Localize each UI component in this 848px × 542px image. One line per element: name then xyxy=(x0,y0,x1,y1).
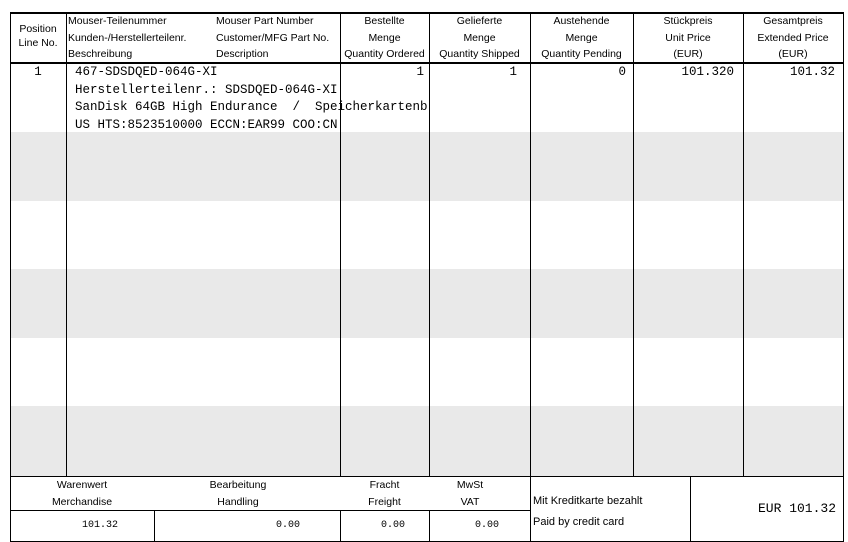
unit-price: 101.320 xyxy=(681,65,734,79)
qty-pending: 0 xyxy=(618,65,626,79)
merchandise-value: 101.32 xyxy=(82,520,119,531)
qty-ordered: 1 xyxy=(416,65,424,79)
row-band-shaded xyxy=(10,269,844,338)
customs-info: US HTS:8523510000 ECCN:EAR99 COO:CN xyxy=(75,117,338,132)
payment-method-en: Paid by credit card xyxy=(533,516,625,528)
col-divider-shipped xyxy=(530,12,531,542)
footer-divider-merch xyxy=(154,510,155,542)
product-description: SanDisk 64GB High Endurance / Speicherkartenb xyxy=(75,100,428,114)
invoice-total: EUR 101.32 xyxy=(757,501,836,516)
header-unit-price: Stückpreis Unit Price (EUR) xyxy=(663,15,713,60)
mfg-part-number: Herstellerteilenr.: SDSDQED-064G-XI xyxy=(75,82,338,97)
row-band-shaded xyxy=(10,406,844,476)
freight-value: 0.00 xyxy=(381,520,406,531)
mouser-part-number: 467-SDSDQED-064G-XI xyxy=(75,65,218,79)
merchandise-label: Warenwert Merchandise xyxy=(51,479,113,508)
header-part-de: Mouser-Teilenummer Kunden-/Herstellerteilenr. Beschreibung xyxy=(68,15,187,60)
freight-label: Fracht Freight xyxy=(368,479,401,508)
footer-divider-freight xyxy=(429,510,430,542)
extended-price: 101.32 xyxy=(789,65,835,79)
header-qty-ordered: Bestellte Menge Quantity Ordered xyxy=(344,15,425,60)
table-right-border xyxy=(843,12,844,542)
row-band-shaded xyxy=(10,132,844,201)
header-part-en: Mouser Part Number Customer/MFG Part No. Description xyxy=(216,15,330,60)
qty-shipped: 1 xyxy=(509,65,517,79)
handling-label: Bearbeitung Handling xyxy=(209,479,267,508)
col-divider-unit-price xyxy=(743,12,744,476)
payment-method-de: Mit Kreditkarte bezahlt xyxy=(533,495,643,507)
line-no: 1 xyxy=(34,65,42,79)
header-qty-pending: Austehende Menge Quantity Pending xyxy=(541,15,622,60)
col-divider-pending xyxy=(633,12,634,476)
vat-label: MwSt VAT xyxy=(456,479,484,508)
table-left-border xyxy=(10,12,11,542)
col-divider-ordered xyxy=(429,12,430,476)
handling-value: 0.00 xyxy=(276,520,301,531)
vat-value: 0.00 xyxy=(475,520,500,531)
header-position: Position Line No. xyxy=(18,23,58,49)
footer-divider-handling xyxy=(340,510,341,542)
header-extended-price: Gesamtpreis Extended Price (EUR) xyxy=(757,15,829,60)
header-qty-shipped: Gelieferte Menge Quantity Shipped xyxy=(439,15,520,60)
col-divider-position xyxy=(66,12,67,476)
